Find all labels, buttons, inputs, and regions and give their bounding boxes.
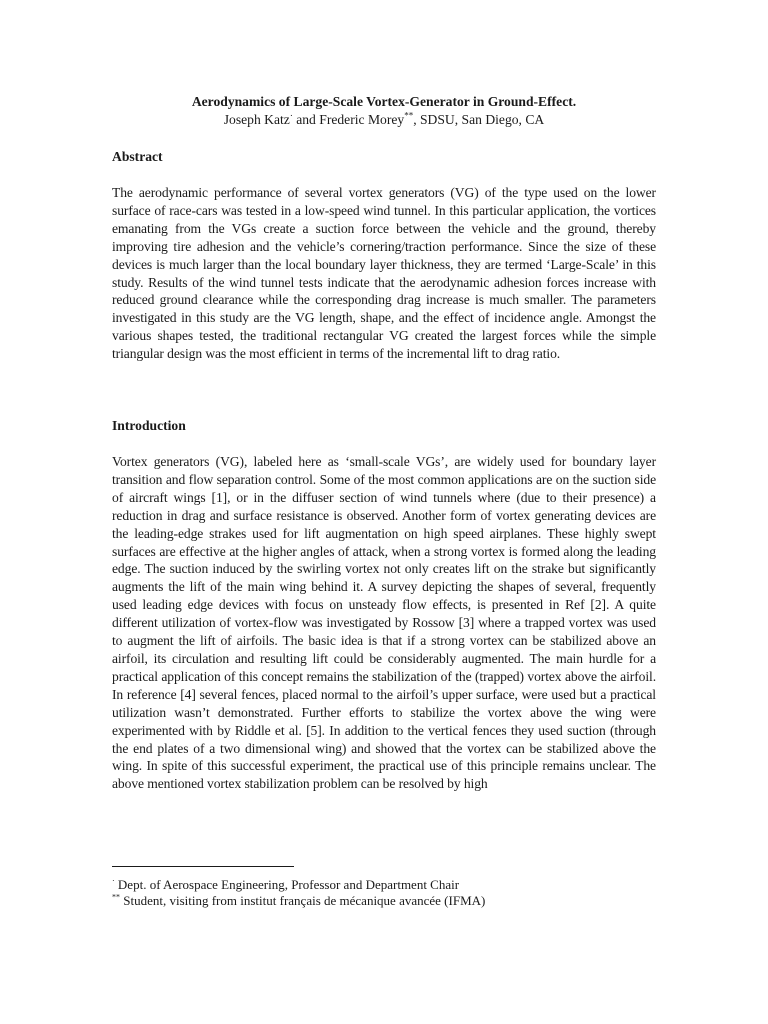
footnote-1 bbox=[112, 877, 459, 893]
author-first: Joseph Katz bbox=[223, 112, 290, 127]
abstract-heading: Abstract bbox=[112, 149, 163, 164]
footnote-2-mark: ** bbox=[112, 892, 120, 902]
author-first-mark: · bbox=[289, 110, 293, 121]
introduction-text: Vortex generators (VG), labeled here as ‘small-scale VGs’, are widely used for boundary layer transition and flow separation control. Some of the most common applications are on the suction side of aircraft wings [1], or in the diffuser section of wind tunnels where (due to their presence) a reduction in drag and surface resistance is observed. Another form of vortex generating devices are the leading-edge strakes used for lift augmentation on high speed airplanes. These highly swept surfaces are effective at the higher angles of attack, when a strong vortex is formed along the leading edge. The suction induced by the swirling vortex not only creates lift on the strake but significantly augments the lift of the main wing behind it. A survey depicting the shapes of several, frequently used leading edge devices with focus on unsteady flow effects, is presented in Ref [2]. A quite different utilization of vortex-flow was investigated by Rossow [3] where a trapped vortex was used to augment the lift of airfoils. The basic idea is that if a strong vortex can be stabilized above an airfoil, its circulation and resulting lift could be considerably augmented. The main hurdle for a practical application of this concept remains the stabilization of the (trapped) vortex above the airfoil. In reference [4] several fences, placed normal to the airfoil’s upper surface, were used but a practical utilization wasn’t demonstrated. Further efforts to stabilize the vortex above the wing were experimented with by Riddle et al. [5]. In addition to the vertical fences they used suction (through the end plates of a two dimensional wing) and showed that the vortex can be stabilized above the wing. In spite of this successful experiment, the practical use of this principle remains unclear. The above mentioned vortex stabilization problem can be resolved by high bbox=[112, 454, 656, 792]
footnote-1-text: Dept. of Aerospace Engineering, Professor and Department Chair bbox=[114, 877, 460, 892]
abstract-text: The aerodynamic performance of several vortex generators (VG) of the type used on the lower surface of race-cars was tested in a low-speed wind tunnel. In this particular application, the vortices emanating from the VGs create a suction force between the vehicle and the ground, thereby improving tire adhesion and the vehicle’s cornering/traction performance. Since the size of these devices is much larger than the local boundary layer thickness, they are termed ‘Large-Scale’ in this study. Results of the wind tunnel tests indicate that the aerodynamic adhesion forces increase with reduced ground clearance while the corresponding drag increase is much smaller. The parameters investigated in this study are the VG length, shape, and the effect of incidence angle. Amongst the various shapes tested, the traditional rectangular VG created the largest forces while the simple triangular design was the most efficient in terms of the incremental lift to drag ratio. bbox=[112, 185, 656, 362]
footnote-2 bbox=[112, 893, 485, 909]
author-conjunction: and bbox=[292, 112, 320, 127]
author-affiliation: , SDSU, San Diego, CA bbox=[413, 112, 545, 127]
footnote-divider bbox=[112, 866, 294, 867]
author-line bbox=[112, 111, 656, 129]
paper-title: Aerodynamics of Large-Scale Vortex-Generator in Ground-Effect. bbox=[191, 94, 577, 109]
title-block bbox=[112, 93, 656, 129]
footnote-2-text: Student, visiting from institut français de mécanique avancée (IFMA) bbox=[120, 893, 486, 908]
author-second-mark: ** bbox=[404, 110, 414, 121]
footnote-1-mark: · bbox=[112, 876, 115, 886]
author-second: Frederic Morey bbox=[319, 112, 405, 127]
introduction-heading: Introduction bbox=[112, 418, 186, 433]
